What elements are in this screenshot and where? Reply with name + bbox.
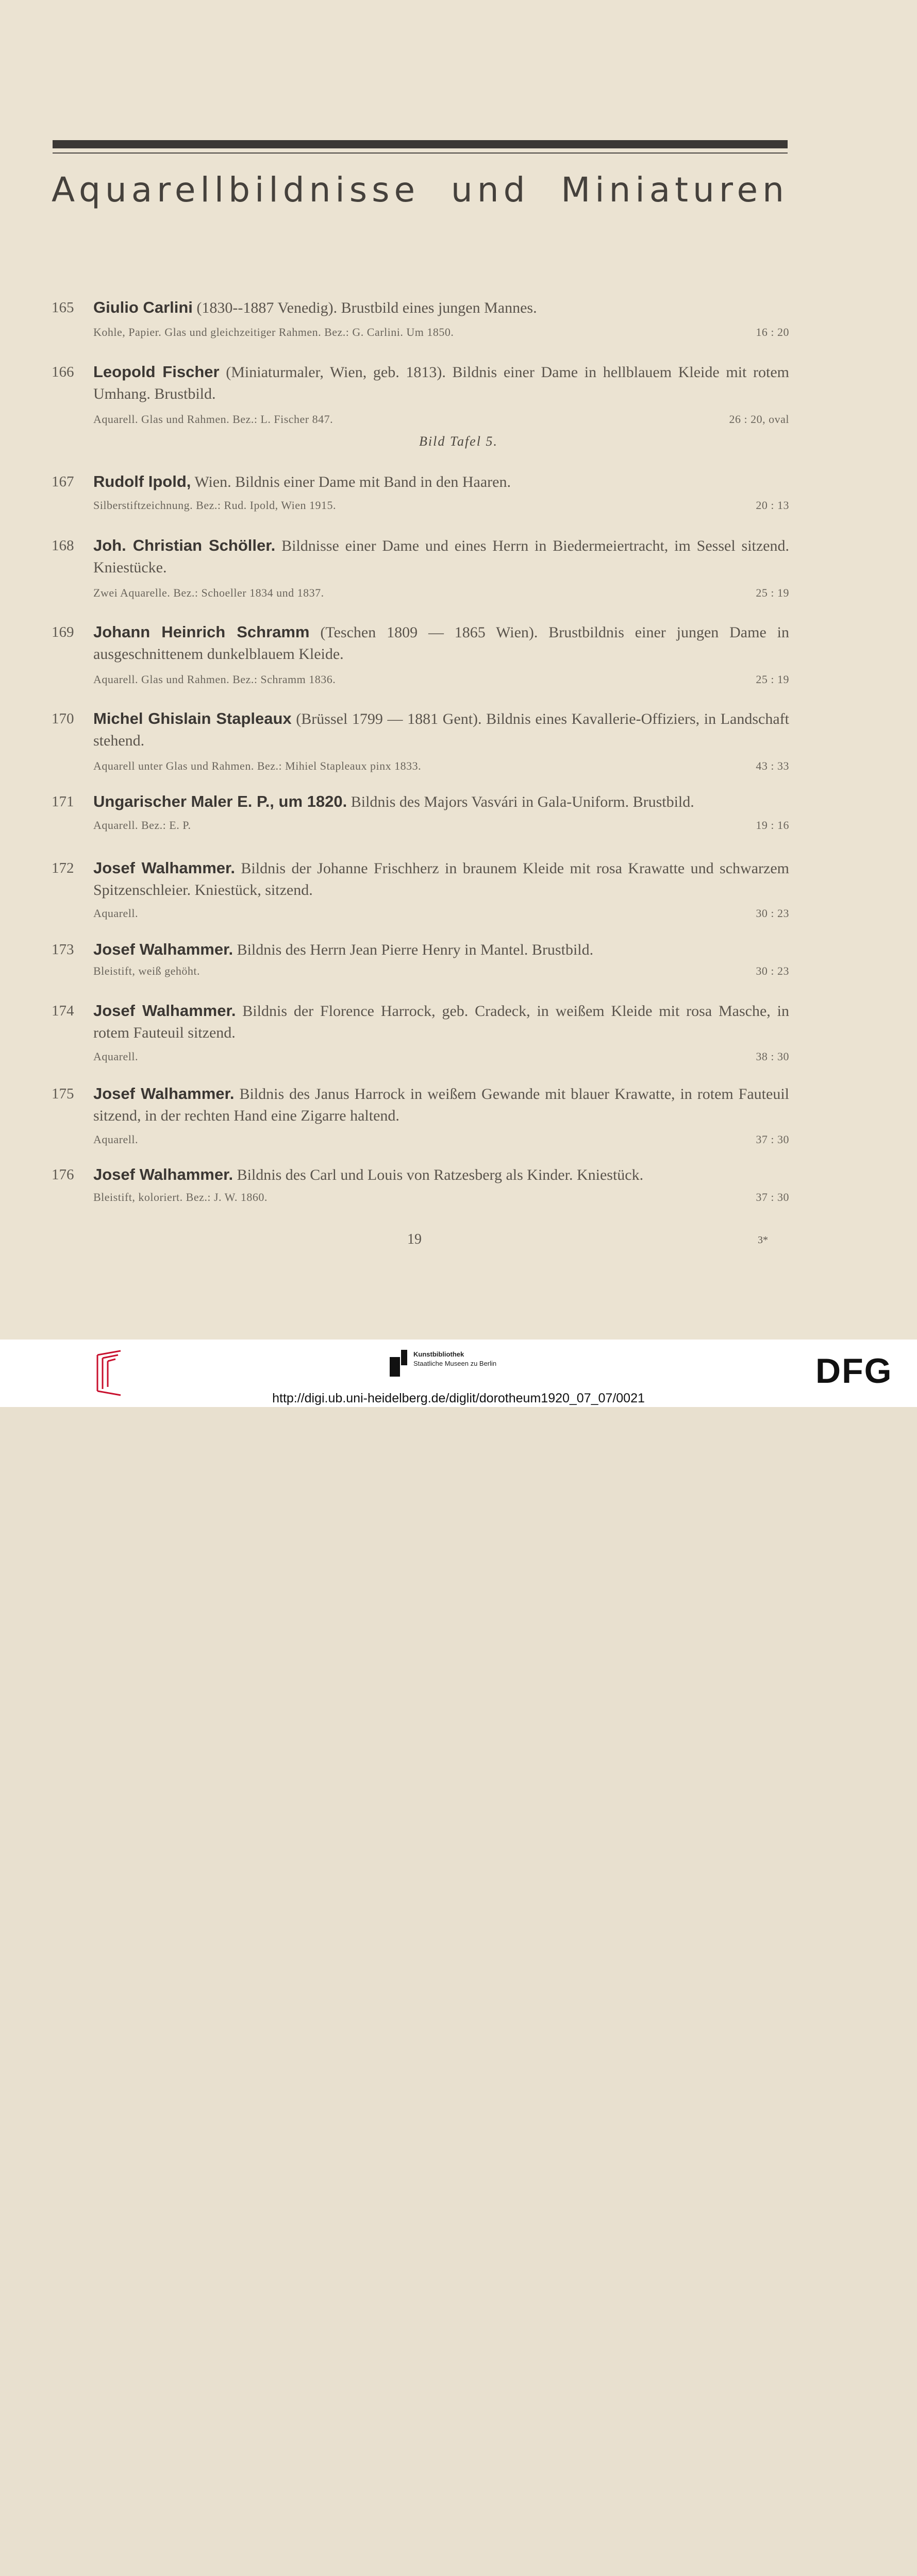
entry-description: (Brüssel 1799 — 1881 Gent). Bildnis eines Kavallerie-Offiziers, in Landschaft stehend. (93, 710, 789, 749)
artist-name: Josef Walhammer. (93, 1084, 235, 1103)
entry-meta (93, 1048, 789, 1065)
entry-description: Bildnis der Florence Harrock, geb. Cradeck, in weißem Kleide mit rosa Masche, in rotem Fauteuil sitzend. (93, 1003, 789, 1041)
dimensions: 37 : 30 (756, 1191, 789, 1204)
artist-name: Ungarischer Maler E. P., um 1820. (93, 792, 347, 810)
entry-text (93, 297, 789, 319)
entry-description: Bildnis der Johanne Frischherz in braunem Kleide mit rosa Krawatte und schwarzem Spitzenschleier. Kniestück, sitzend. (93, 860, 789, 899)
medium-info: Kohle, Papier. Glas und gleichzeitiger Rahmen. Bez.: G. Carlini. Um 1850. (93, 326, 454, 338)
entry-description: Bildnis des Majors Vasvári in Gala-Uniform. Brustbild. (347, 793, 694, 810)
entry-meta (93, 1131, 789, 1148)
entry-number: 171 (52, 793, 74, 810)
entry-meta (93, 757, 789, 775)
entry-description: Wien. Bildnis einer Dame mit Band in den Haaren. (191, 473, 511, 490)
dfg-logo: DFG (815, 1351, 893, 1391)
artist-name: Josef Walhammer. (93, 1002, 236, 1020)
medium-info: Bleistift, weiß gehöht. (93, 964, 201, 977)
dimensions: 26 : 20, oval (729, 413, 789, 426)
artist-name: Michel Ghislain Stapleaux (93, 709, 292, 727)
signature-mark: 3* (758, 1234, 768, 1246)
university-library-logo-icon (12, 1349, 131, 1398)
dimensions: 43 : 33 (756, 759, 789, 772)
medium-info: Aquarell. (93, 1133, 138, 1146)
medium-info: Silberstiftzeichnung. Bez.: Rud. Ipold, Wien 1915. (93, 499, 336, 512)
entry-meta (93, 1189, 789, 1206)
entry-number: 166 (52, 364, 74, 380)
artist-name: Giulio Carlini (93, 298, 193, 316)
entry-number: 176 (52, 1166, 74, 1183)
artist-name: Johann Heinrich Schramm (93, 623, 310, 641)
kunstbibliothek-mark-icon (390, 1350, 407, 1377)
entry-description: Bildnisse einer Dame und eines Herrn in Biedermeiertracht, im Sessel sitzend. Kniestücke. (93, 537, 789, 576)
entry-description: (Miniaturmaler, Wien, geb. 1813). Bildnis einer Dame in hellblauem Kleide mit rotem Umhang. Brustbild. (93, 364, 790, 402)
entry-number: 169 (52, 624, 74, 640)
medium-info: Aquarell. (93, 1050, 138, 1063)
entry-meta (93, 671, 789, 688)
entry-text (93, 535, 789, 579)
medium-info: Aquarell unter Glas und Rahmen. Bez.: Mihiel Stapleaux pinx 1833. (93, 759, 422, 772)
medium-info: Aquarell. Glas und Rahmen. Bez.: Schramm 1836. (93, 673, 336, 686)
entry-text (93, 708, 789, 752)
entry-text (93, 471, 789, 493)
dimensions: 20 : 13 (756, 499, 789, 512)
footer-bar (0, 1340, 917, 1407)
page-title: Aquarellbildnisse und Miniaturen (52, 170, 789, 210)
entry-meta (93, 584, 789, 602)
dimensions: 37 : 30 (756, 1133, 789, 1146)
medium-info: Zwei Aquarelle. Bez.: Schoeller 1834 und 1837. (93, 586, 324, 599)
entry-text (93, 1083, 789, 1127)
dimensions: 30 : 23 (756, 907, 789, 920)
dimensions: 30 : 23 (756, 964, 789, 977)
entry-text (93, 1164, 789, 1186)
artist-name: Josef Walhammer. (93, 940, 234, 958)
kb-title: Kunstbibliothek (413, 1350, 464, 1358)
entry-meta (93, 905, 789, 922)
dimensions: 25 : 19 (756, 586, 789, 599)
plate-reference: Bild Tafel 5. (419, 434, 498, 449)
entry-text (93, 1000, 789, 1044)
kunstbibliothek-text (413, 1350, 547, 1368)
entry-text (93, 621, 789, 665)
dimensions: 25 : 19 (756, 673, 789, 686)
dimensions: 38 : 30 (756, 1050, 789, 1063)
entry-number: 173 (52, 941, 74, 958)
medium-info: Aquarell. (93, 907, 138, 920)
entry-description: (1830--1887 Venedig). Brustbild eines jungen Mannes. (192, 299, 537, 316)
medium-info: Aquarell. Bez.: E. P. (93, 819, 191, 832)
entry-meta (93, 324, 789, 341)
permalink-url[interactable]: http://digi.ub.uni-heidelberg.de/diglit/dorotheum1920_07_07/0021 (272, 1391, 645, 1405)
entry-text (93, 361, 789, 405)
entry-meta (93, 962, 789, 980)
artist-name: Leopold Fischer (93, 363, 220, 381)
entry-number: 172 (52, 860, 74, 876)
entry-description: (Teschen 1809 — 1865 Wien). Brustbildnis einer jungen Dame in ausgeschnittenem dunkelblauem Kleide. (93, 624, 789, 663)
entry-text (93, 939, 789, 961)
dimensions: 16 : 20 (756, 326, 789, 338)
entry-number: 165 (52, 299, 74, 316)
entry-number: 175 (52, 1086, 74, 1102)
artist-name: Josef Walhammer. (93, 859, 235, 877)
entry-meta (93, 411, 789, 428)
page-number: 19 (407, 1231, 422, 1247)
entry-text (93, 791, 789, 813)
entry-description: Bildnis des Janus Harrock in weißem Gewande mit blauer Krawatte, in rotem Fauteuil sitzend, in der rechten Hand eine Zigarre haltend. (93, 1086, 789, 1124)
artist-name: Joh. Christian Schöller. (93, 536, 276, 554)
entry-number: 174 (52, 1003, 74, 1019)
header-rule-thin (53, 152, 788, 154)
entry-meta (93, 497, 789, 514)
medium-info: Aquarell. Glas und Rahmen. Bez.: L. Fischer 847. (93, 413, 334, 426)
entry-number: 167 (52, 473, 74, 490)
kb-subtitle: Staatliche Museen zu Berlin (413, 1360, 497, 1367)
entry-meta (93, 817, 789, 834)
artist-name: Josef Walhammer. (93, 1165, 234, 1183)
dimensions: 19 : 16 (756, 819, 789, 832)
entry-description: Bildnis des Herrn Jean Pierre Henry in Mantel. Brustbild. (233, 941, 594, 958)
entry-text (93, 857, 789, 901)
artist-name: Rudolf Ipold, (93, 472, 191, 490)
header-rule-thick (53, 140, 788, 148)
medium-info: Bleistift, koloriert. Bez.: J. W. 1860. (93, 1191, 268, 1204)
entry-number: 170 (52, 710, 74, 727)
entry-description: Bildnis des Carl und Louis von Ratzesberg als Kinder. Kniestück. (233, 1166, 644, 1183)
entry-number: 168 (52, 537, 74, 554)
